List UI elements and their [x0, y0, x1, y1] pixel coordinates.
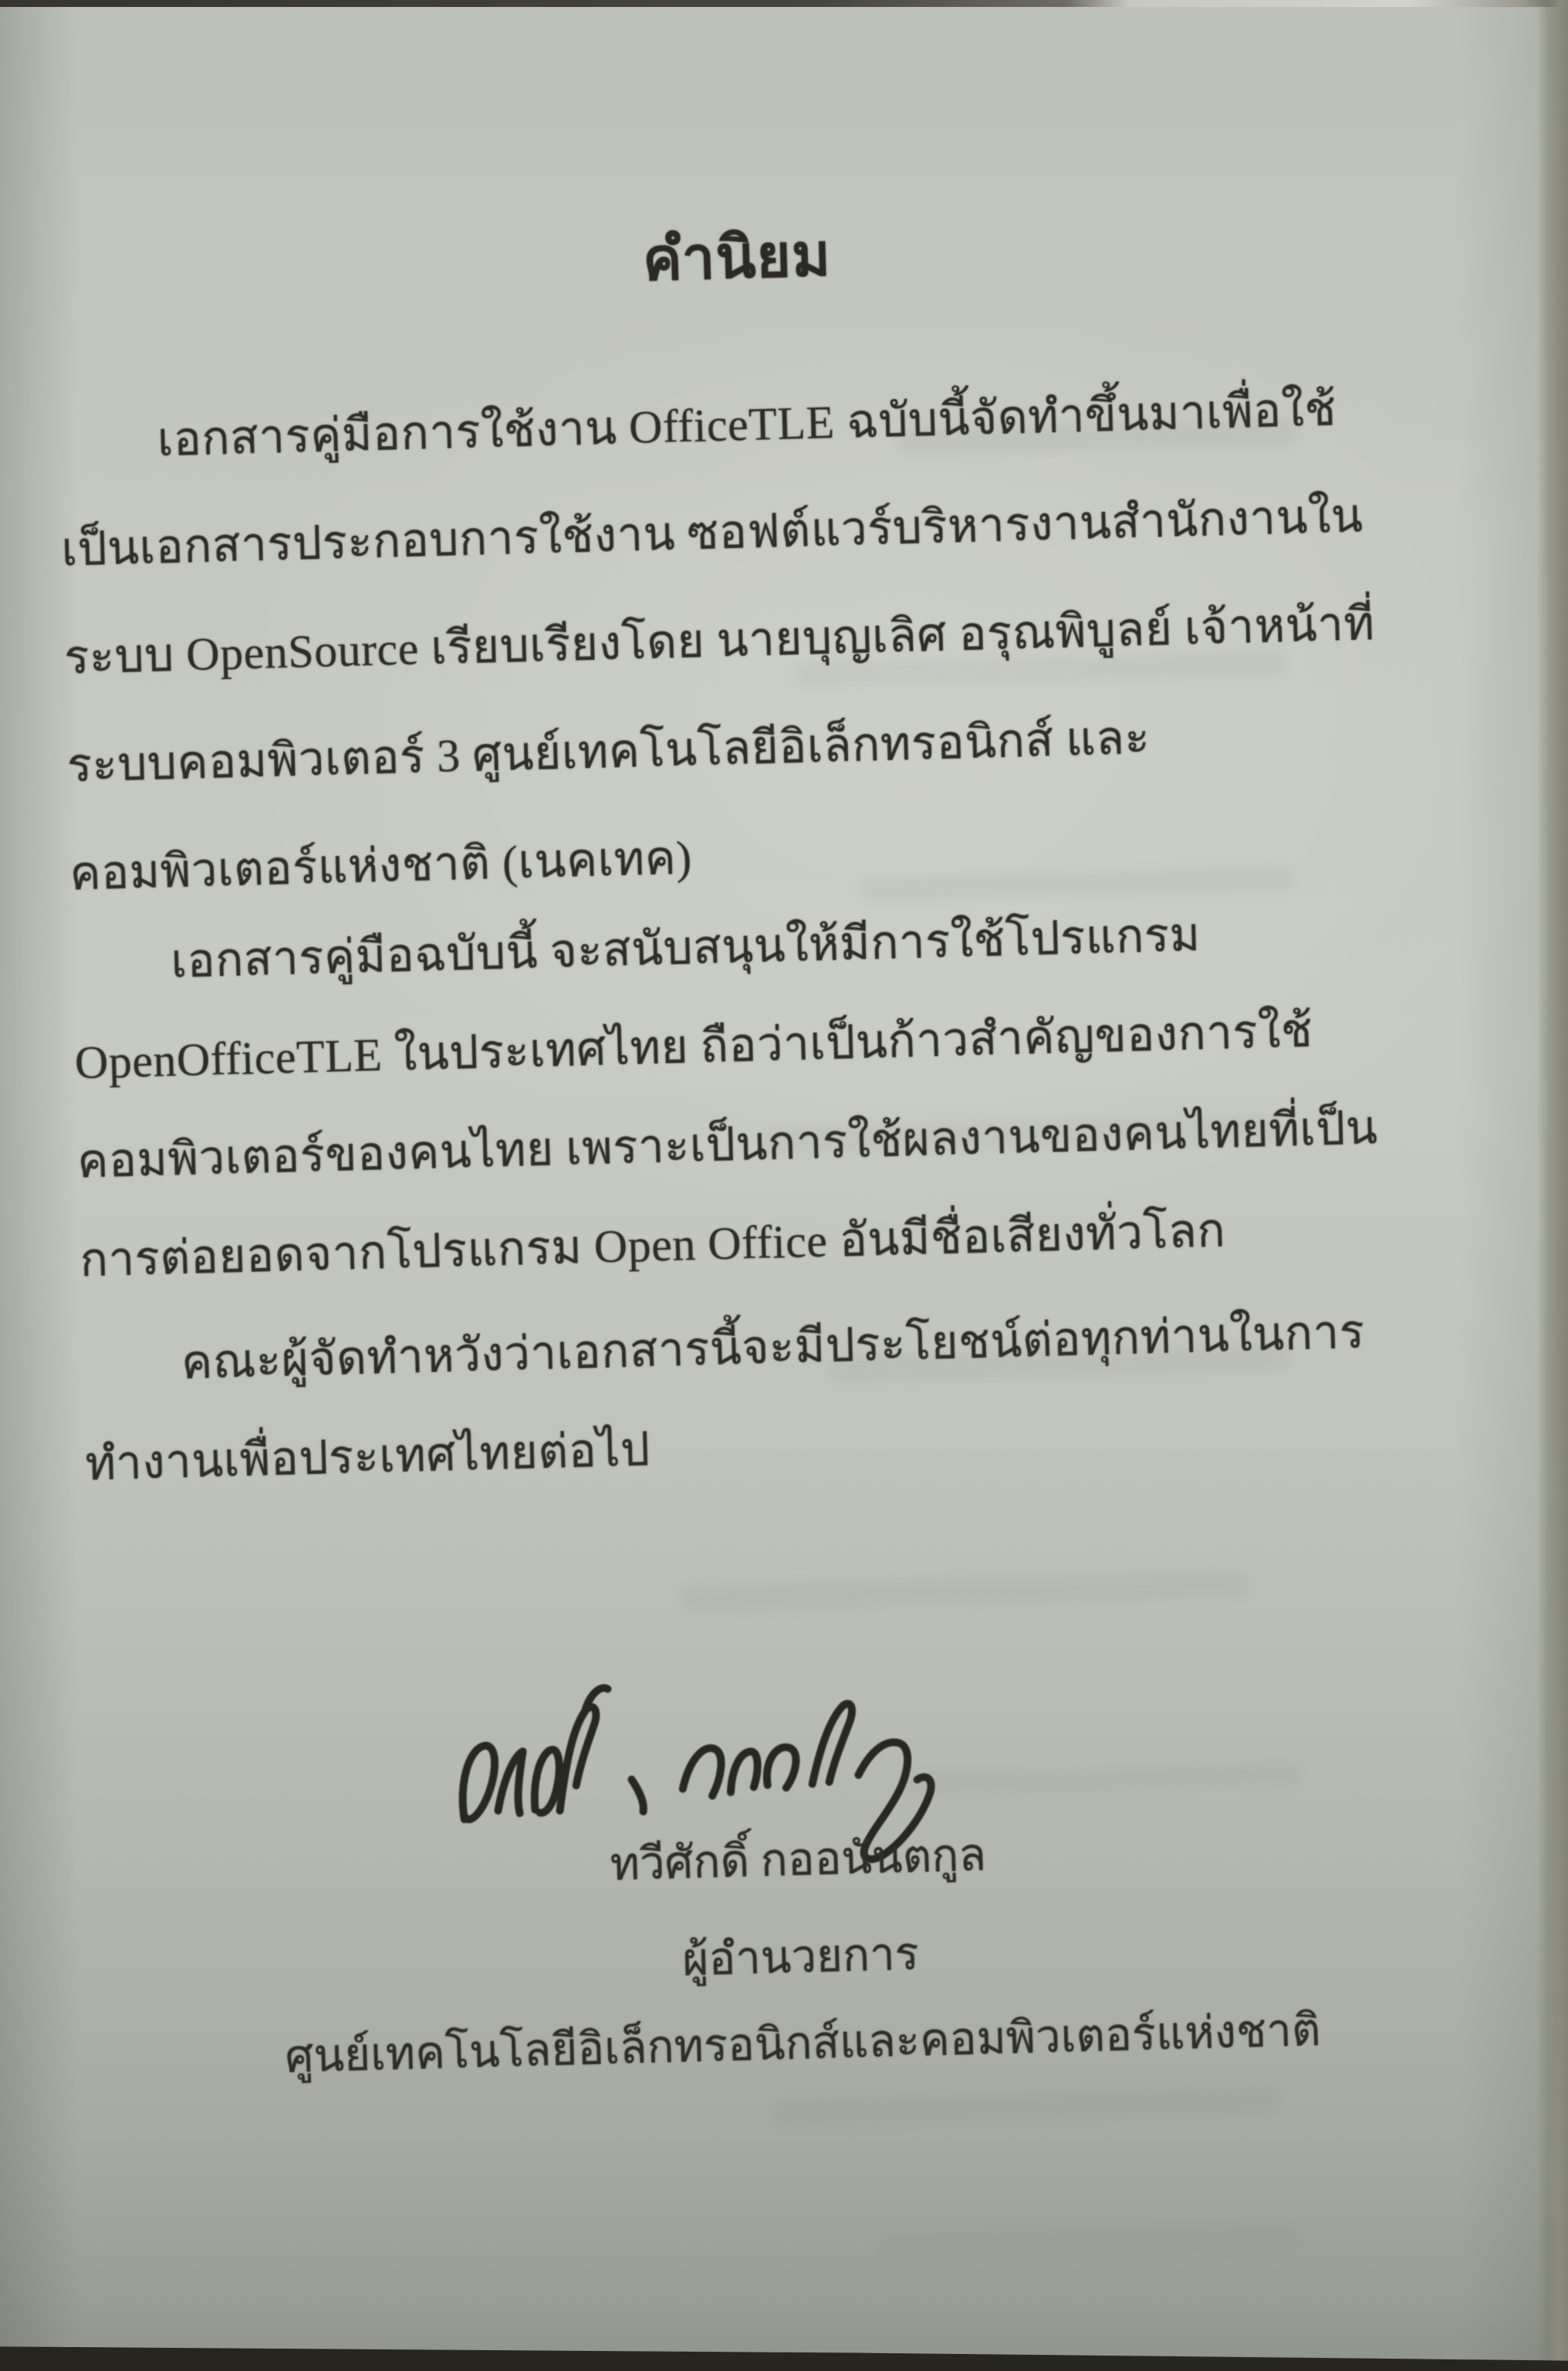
page-right-edge [1537, 0, 1568, 2371]
paragraph-line: คอมพิวเตอร์แห่งชาติ (เนคเทค) [69, 832, 693, 900]
show-through-artifact [679, 1570, 1251, 1612]
paragraph-line: เอกสารคู่มือการใช้งาน OfficeTLE ฉบับนี้จัดทำขึ้นมาเพื่อใช้ [157, 384, 1337, 466]
paragraph-line: คณะผู้จัดทำหวังว่าเอกสารนี้จะมีประโยชน์ต่อทุกท่านในการ [181, 1306, 1366, 1388]
paragraph-line: ระบบคอมพิวเตอร์ 3 ศูนย์เทคโนโลยีอิเล็กทรอนิกส์ และ [66, 712, 1151, 792]
page-title: คำนิยม [641, 223, 833, 293]
paragraph-line: ทำงานเพื่อประเทศไทยต่อไป [84, 1423, 651, 1490]
show-through-artifact [881, 2225, 1299, 2259]
signatory-title: ผู้อำนวยการ [681, 1928, 920, 1985]
paragraph-line: OpenOfficeTLE ในประเทศไทย ถือว่าเป็นก้าวสำคัญของการใช้ [74, 1005, 1313, 1089]
paragraph-line: การต่อยอดจากโปรแกรม Open Office อันมีชื่อเสียงทั่วโลก [79, 1205, 1227, 1286]
paragraph-line: เป็นเอกสารประกอบการใช้งาน ซอฟต์แวร์บริหารงานสำนักงานใน [60, 490, 1364, 576]
page-top-edge [0, 0, 1568, 7]
signatory-organization: ศูนย์เทคโนโลยีอิเล็กทรอนิกส์และคอมพิวเตอร์แห่งชาติ [284, 2004, 1322, 2082]
paragraph-line: เอกสารคู่มือฉบับนี้ จะสนับสนุนให้มีการใช้โปรแกรม [170, 908, 1201, 987]
signatory-name: ทวีศักดิ์ กออนันตกูล [609, 1829, 987, 1890]
paragraph-line: ระบบ OpenSource เรียบเรียงโดย นายบุญเลิศ อรุณพิบูลย์ เจ้าหน้าที่ [63, 597, 1376, 684]
paragraph-line: คอมพิวเตอร์ของคนไทย เพราะเป็นการใช้ผลงานของคนไทยที่เป็น [76, 1101, 1379, 1188]
show-through-artifact [769, 2087, 1279, 2126]
